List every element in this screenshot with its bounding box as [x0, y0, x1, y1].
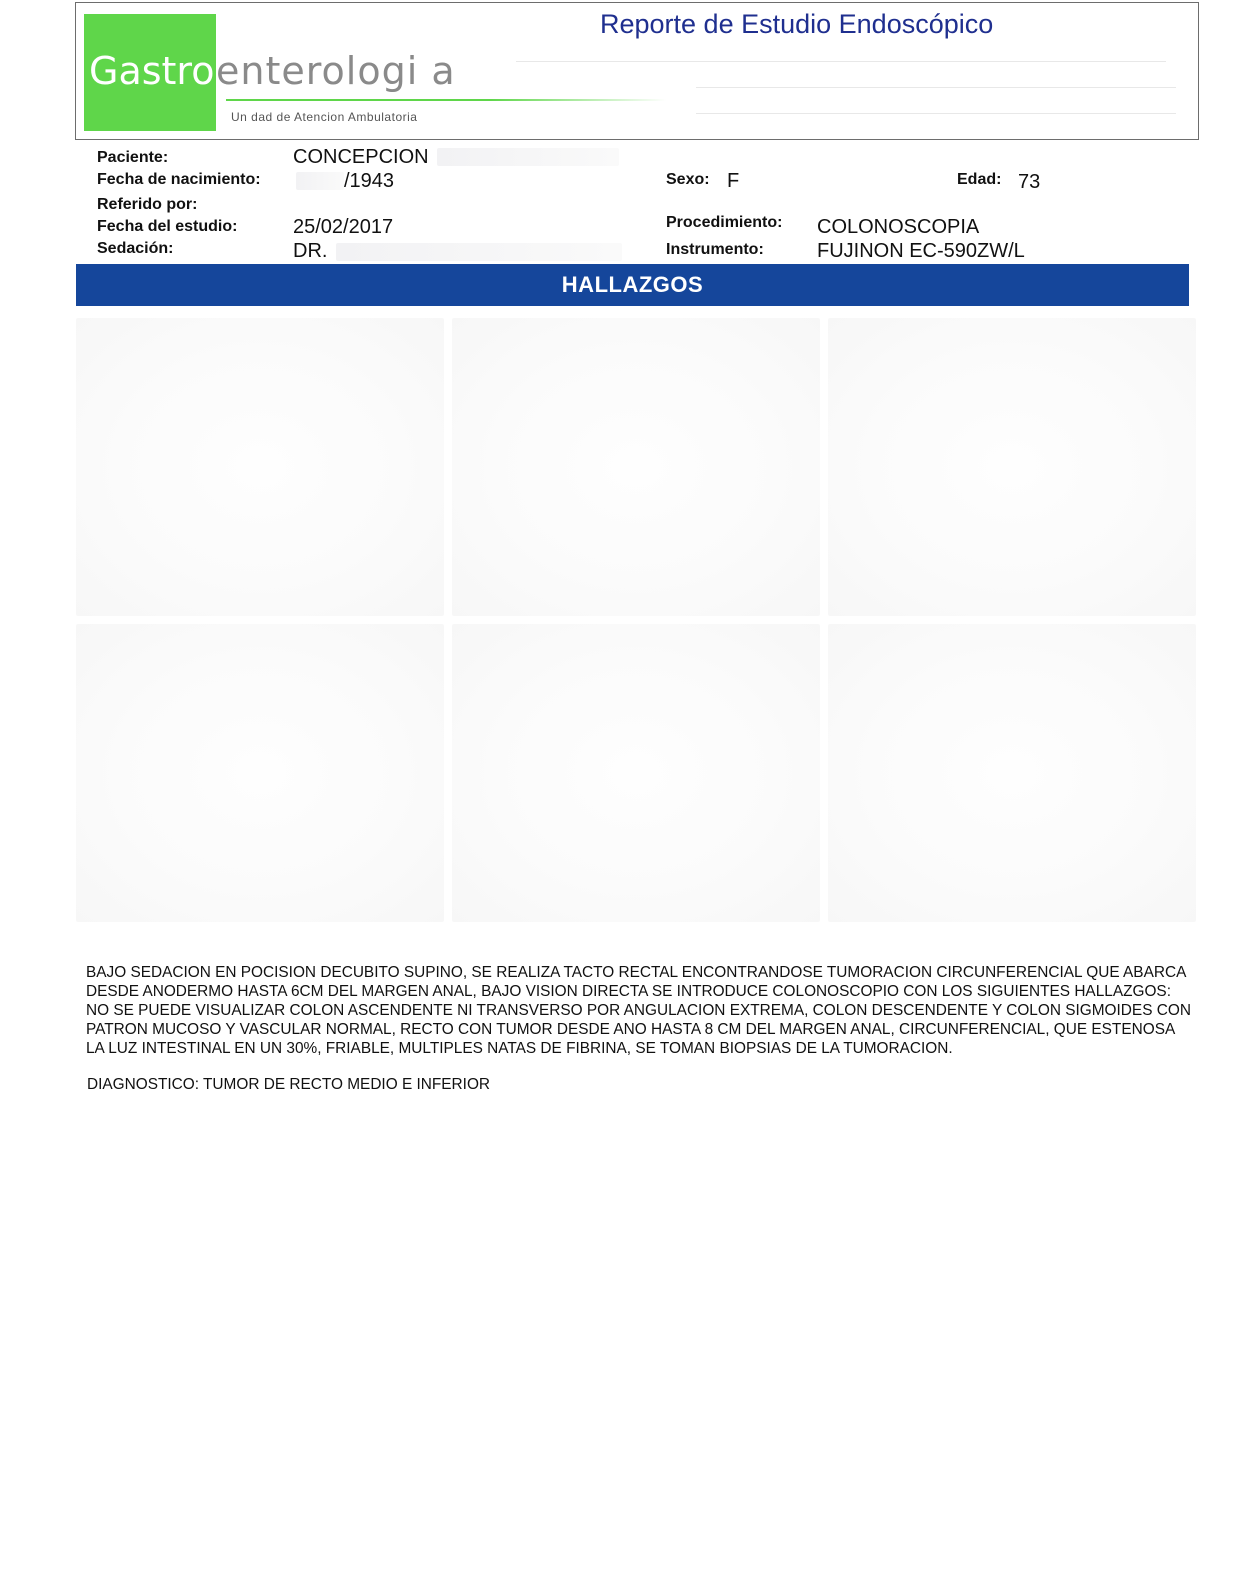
- sedation-value: DR.: [293, 240, 328, 262]
- logo-subtitle: Un dad de Atencion Ambulatoria: [231, 110, 418, 124]
- birthdate-value: /1943: [344, 170, 395, 192]
- procedure-label: Procedimiento:: [666, 214, 783, 231]
- endoscopy-image-grid: [76, 318, 1196, 922]
- redacted-line: [696, 113, 1176, 114]
- diagnosis-text: DIAGNOSTICO: TUMOR DE RECTO MEDIO E INFERIOR: [87, 1076, 491, 1093]
- birthdate-label: Fecha de nacimiento:: [97, 171, 261, 188]
- redacted-field: [437, 148, 619, 166]
- redacted-line: [516, 61, 1166, 62]
- redacted-line: [696, 87, 1176, 88]
- redacted-field: [336, 243, 622, 261]
- patient-value: CONCEPCION: [293, 146, 429, 168]
- sedation-label: Sedación:: [97, 240, 174, 257]
- logo-divider: [226, 99, 666, 101]
- sex-value: F: [727, 170, 740, 192]
- patient-label: Paciente:: [97, 149, 169, 166]
- endoscopy-image: [452, 318, 820, 616]
- findings-section-header: HALLAZGOS: [76, 264, 1189, 306]
- instrument-label: Instrumento:: [666, 241, 764, 258]
- procedure-value: COLONOSCOPIA: [817, 216, 980, 238]
- logo-brand-bold: Gastro: [89, 49, 215, 93]
- logo-brand-light: enterologi a: [216, 49, 456, 93]
- findings-text: BAJO SEDACION EN POCISION DECUBITO SUPINO, SE REALIZA TACTO RECTAL ENCONTRANDOSE TUMORACION CIRCUNFERENCIAL QUE ABARCA DESDE ANODERMO HASTA 6CM DEL MARGEN ANAL, BAJO VISION DIRECTA SE INTRODUCE COLONOSCOPIO CON LOS SIGUIENTES HALLAZGOS: NO SE PUEDE VISUALIZAR COLON ASCENDENTE NI TRANSVERSO POR ANGULACION EXTREMA, COLON DESCENDENTE Y COLON SIGMOIDES CON PATRON MUCOSO Y VASCULAR NORMAL, RECTO CON TUMOR DESDE ANO HASTA 8 CM DEL MARGEN ANAL, CIRCUNFERENCIAL, QUE ESTENOSA LA LUZ INTESTINAL EN UN 30%, FRIABLE, MULTIPLES NATAS DE FIBRINA, SE TOMAN BIOPSIAS DE LA TUMORACION.: [86, 964, 1191, 1057]
- study-date-label: Fecha del estudio:: [97, 218, 238, 235]
- age-label: Edad:: [957, 171, 1002, 188]
- report-header: [75, 2, 1199, 140]
- referred-label: Referido por:: [97, 196, 198, 213]
- endoscopy-image: [76, 624, 444, 922]
- report-title: Reporte de Estudio Endoscópico: [600, 9, 994, 39]
- endoscopy-image: [452, 624, 820, 922]
- endoscopy-image: [828, 318, 1196, 616]
- study-date-value: 25/02/2017: [293, 216, 394, 238]
- instrument-value: FUJINON EC-590ZW/L: [817, 240, 1025, 262]
- endoscopy-image: [828, 624, 1196, 922]
- redacted-field: [296, 172, 344, 190]
- sex-label: Sexo:: [666, 171, 710, 188]
- age-value: 73: [1018, 171, 1041, 193]
- endoscopy-image: [76, 318, 444, 616]
